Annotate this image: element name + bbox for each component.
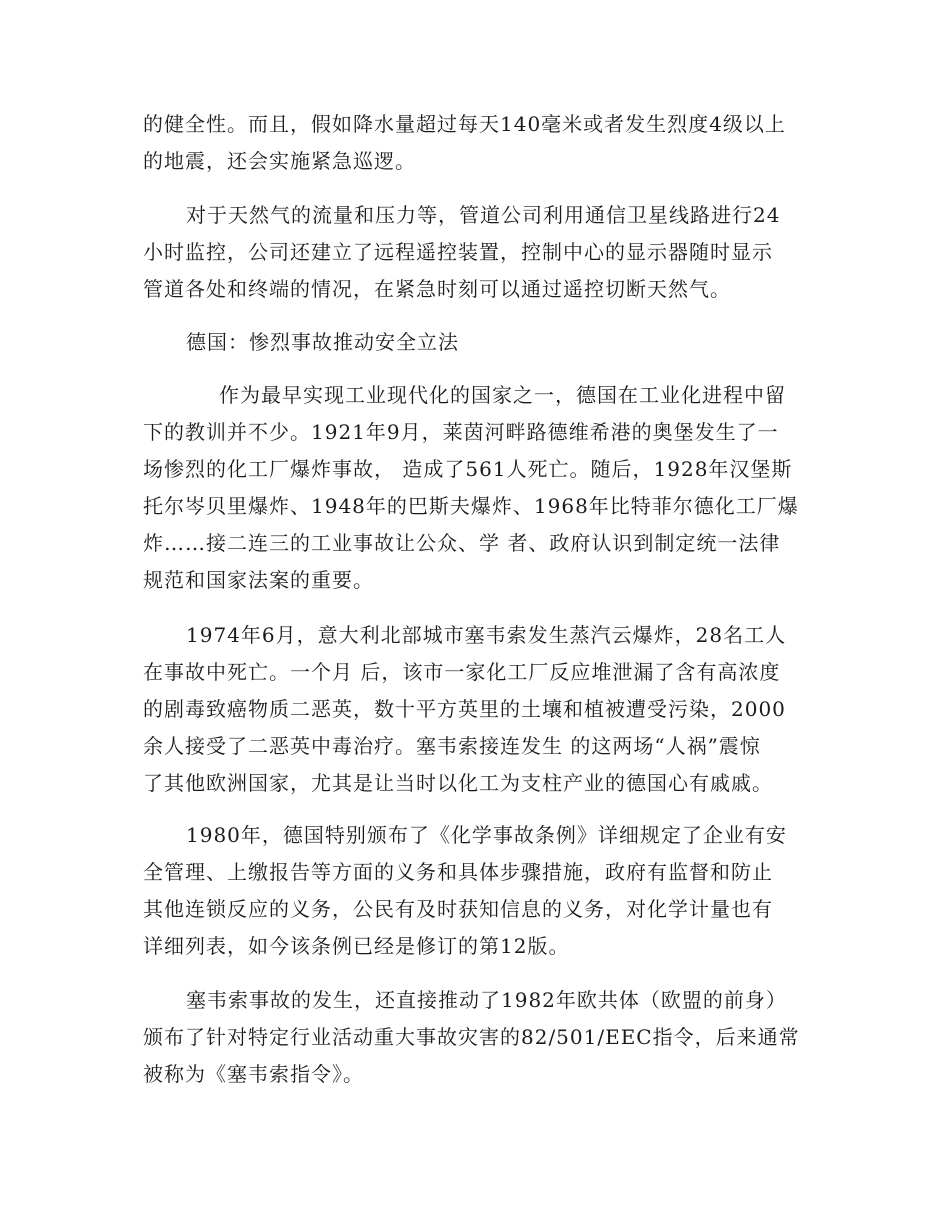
text-line: 下的教训并不少。1921年9月，莱茵河畔路德维希港的奥堡发生了一 xyxy=(143,420,779,444)
text-line: 1980年，德国特别颁布了《化学事故条例》详细规定了企业有安 xyxy=(186,823,787,847)
text-line: 作为最早实现工业现代化的国家之一，德国在工业化进程中留 xyxy=(219,383,786,407)
heading-germany: 德国：惨烈事故推动安全立法 xyxy=(186,330,459,354)
paragraph-regulation xyxy=(143,817,808,965)
paragraph-seveso xyxy=(143,617,808,802)
text-line: 炸……接二连三的工业事故让公众、学 者、政府认识到制定统一法律 xyxy=(143,531,781,555)
paragraph-directive xyxy=(143,982,808,1093)
text-line: 被称为《塞韦索指令》。 xyxy=(143,1062,364,1086)
paragraph-monitoring xyxy=(143,197,808,308)
text-line: 规范和国家法案的重要。 xyxy=(143,568,374,592)
text-line: 管道各处和终端的情况，在紧急时刻可以通过遥控切断天然气。 xyxy=(143,277,731,301)
text-line: 的剧毒致癌物质二恶英，数十平方英里的土壤和植被遭受污染，2000 xyxy=(143,697,786,721)
text-line: 托尔岑贝里爆炸、1948年的巴斯夫爆炸、1968年比特菲尔德化工厂爆 xyxy=(143,494,799,518)
section-heading xyxy=(143,324,808,361)
text-line: 对于天然气的流量和压力等，管道公司利用通信卫星线路进行24 xyxy=(186,203,781,227)
text-line: 余人接受了二恶英中毒治疗。塞韦索接连发生 的这两场“人祸”震惊 xyxy=(143,734,761,758)
text-line: 其他连锁反应的义务，公民有及时获知信息的义务，对化学计量也有 xyxy=(143,897,773,921)
text-line: 颁布了针对特定行业活动重大事故灾害的82/501/EEC指令，后来通常 xyxy=(143,1025,800,1049)
text-line: 场惨烈的化工厂爆炸事故， 造成了561人死亡。随后，1928年汉堡斯 xyxy=(143,457,793,481)
text-line: 全管理、上缴报告等方面的义务和具体步骤措施，政府有监督和防止 xyxy=(143,860,773,884)
text-line: 1974年6月，意大利北部城市塞韦索发生蒸汽云爆炸，28名工人 xyxy=(186,623,787,647)
text-line: 在事故中死亡。一个月 后，该市一家化工厂反应堆泄漏了含有高浓度 xyxy=(143,660,781,684)
text-line: 的地震，还会实施紧急巡逻。 xyxy=(143,149,416,173)
paragraph-germany-history xyxy=(143,377,808,599)
text-line: 塞韦索事故的发生，还直接推动了1982年欧共体（欧盟的前身） xyxy=(186,988,787,1012)
text-line: 了其他欧洲国家，尤其是让当时以化工为支柱产业的德国心有戚戚。 xyxy=(143,771,773,795)
text-line: 小时监控，公司还建立了远程遥控装置，控制中心的显示器随时显示 xyxy=(143,240,773,264)
paragraph-inspection xyxy=(143,106,808,180)
text-line: 详细列表，如今该条例已经是修订的第12版。 xyxy=(143,934,570,958)
text-line: 的健全性。而且，假如降水量超过每天140毫米或者发生烈度4级以上 xyxy=(143,112,786,136)
